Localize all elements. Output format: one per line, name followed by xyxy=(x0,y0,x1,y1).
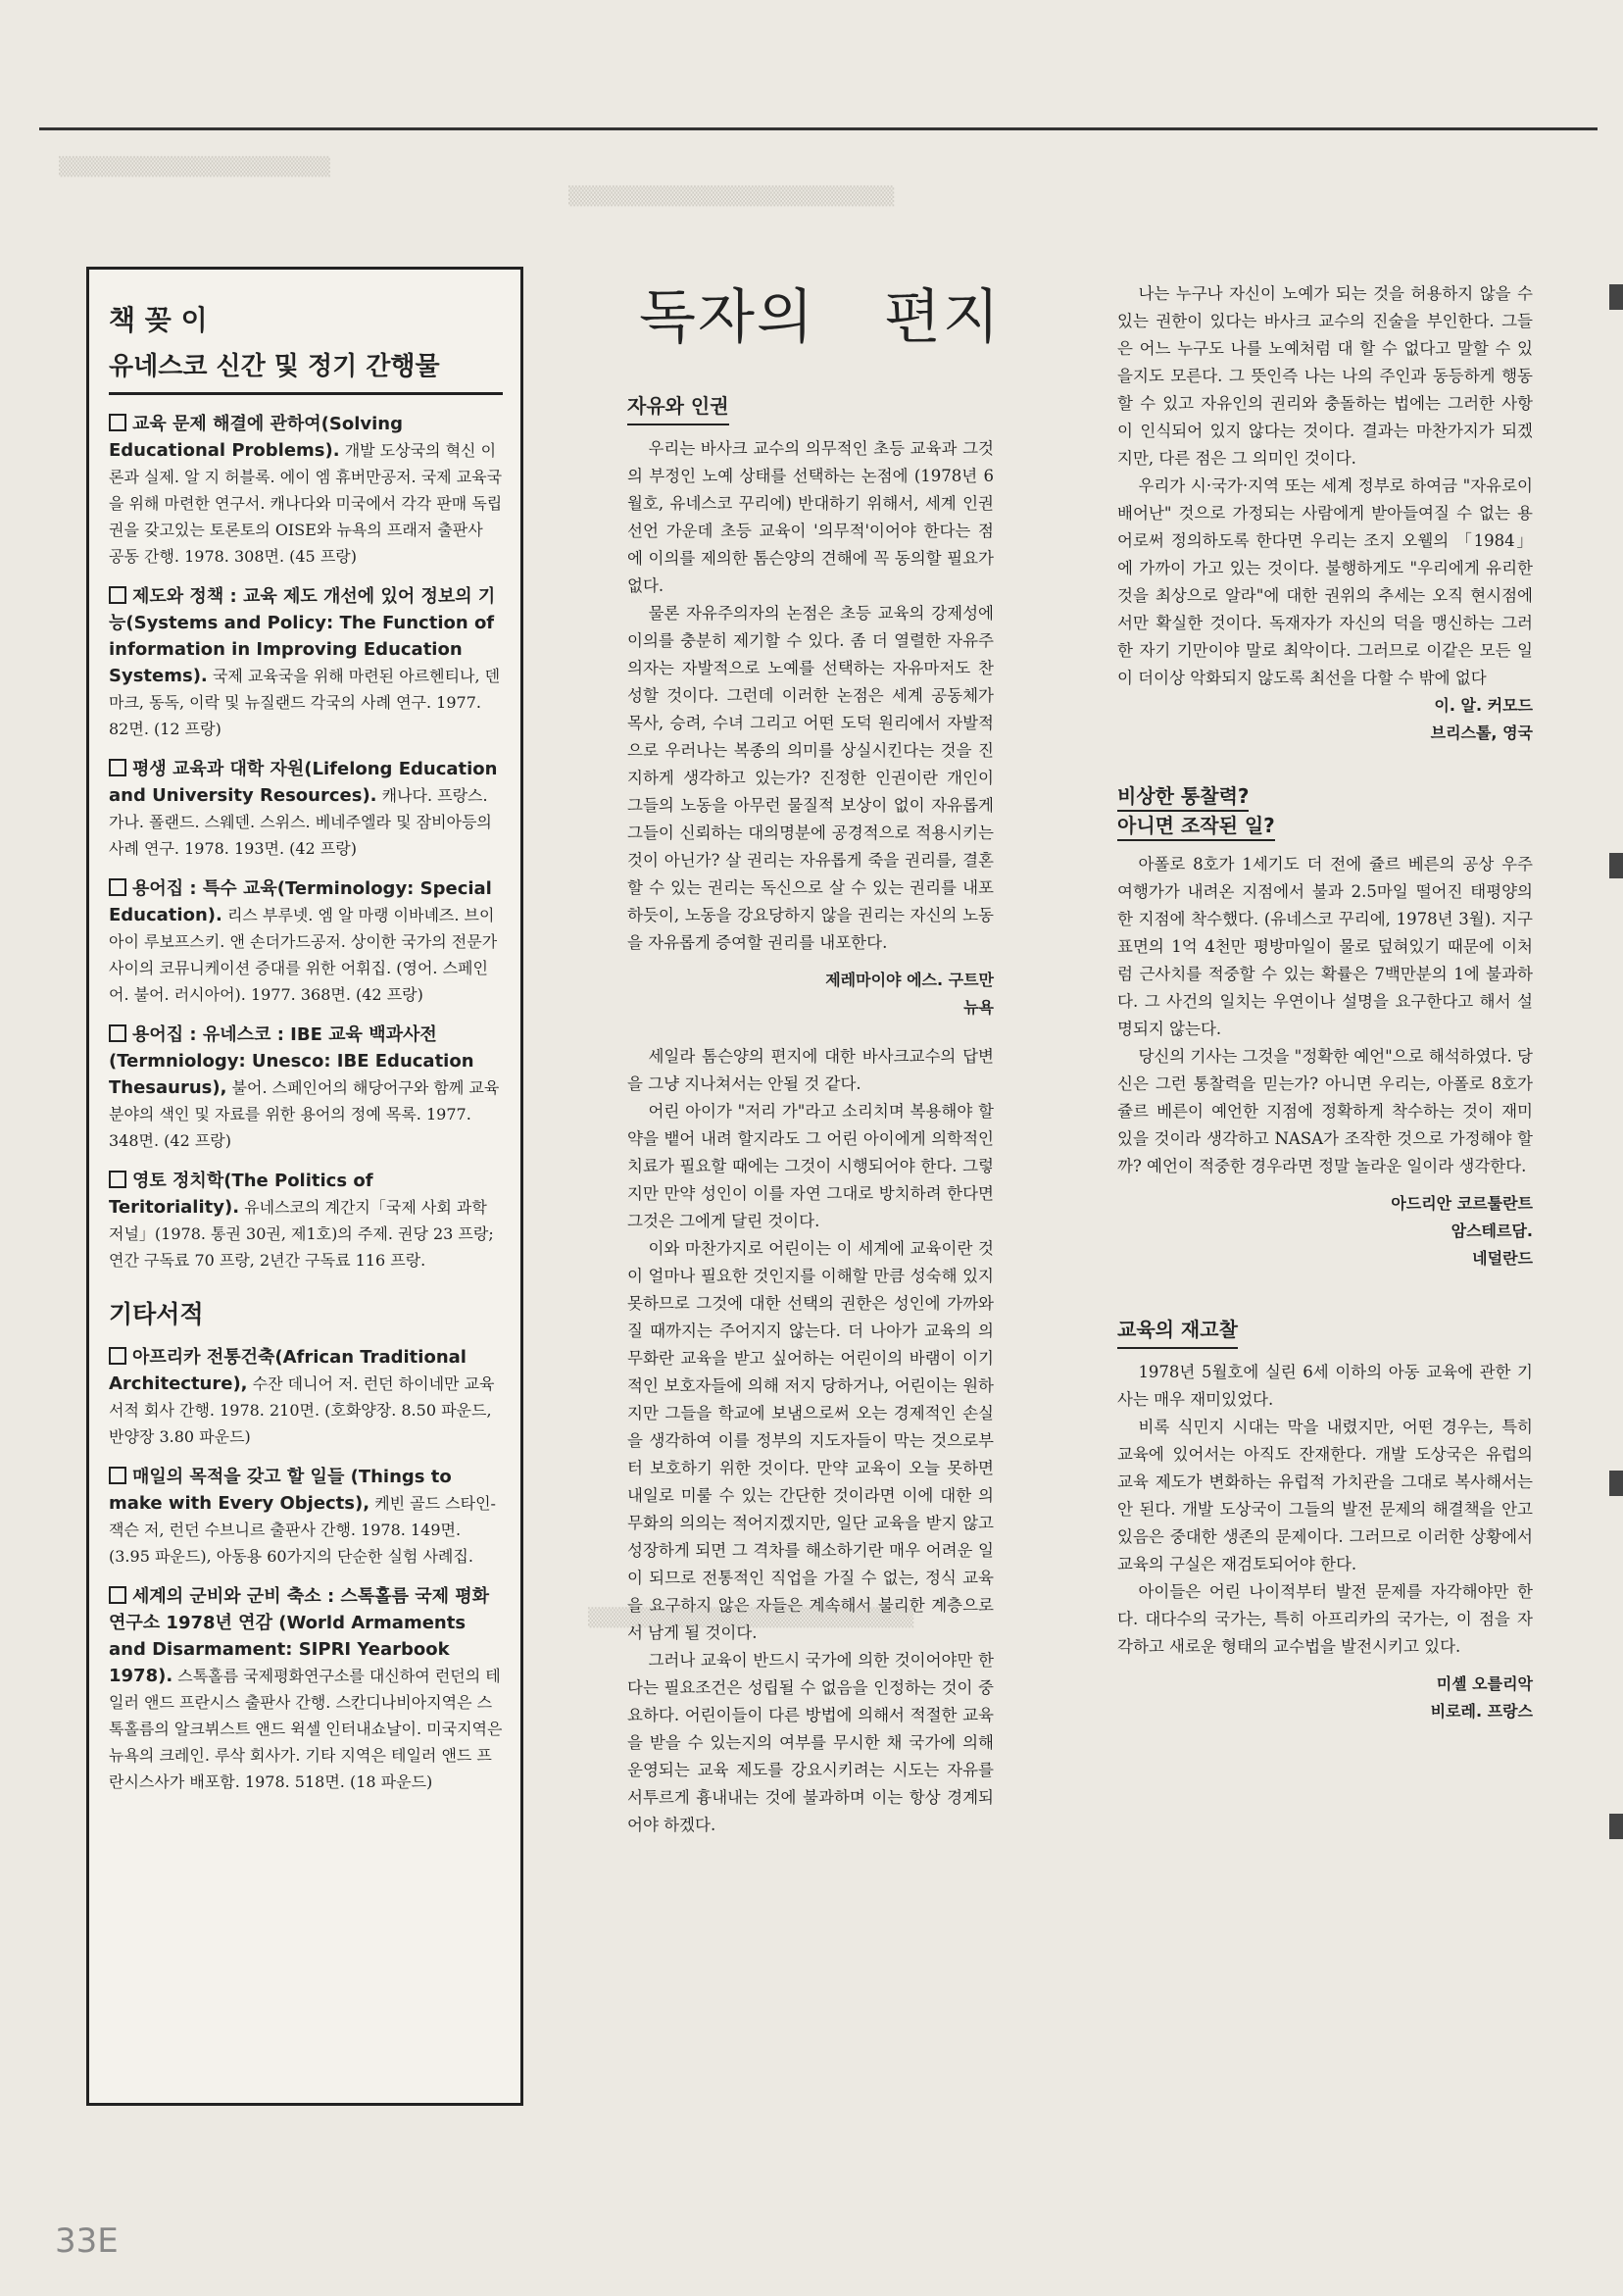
page-title-part: 편지 xyxy=(883,283,1002,352)
page-title-part: 독자의 xyxy=(639,283,815,352)
book-entry xyxy=(109,1022,503,1154)
letter-paragraph: 당신의 기사는 그것을 "정확한 예언"으로 해석하였다. 당신은 그런 통찰력을 믿는가? 아니면 우리는, 아폴로 8호가 쥴르 베른이 예언한 지점에 정확하게 착수하는 것이 재미 있을 것이라 생각하고 NASA가 조작한 것으로 가정해야 할까? 예언이 적중한 경우라면 정말 놀라운 일이라 생각한다. xyxy=(1117,1047,1533,1175)
signature-place: 뉴욕 xyxy=(963,998,994,1017)
book-entry xyxy=(109,1464,503,1570)
letter-signature xyxy=(1117,1190,1533,1273)
letter-paragraph: 1978년 5월호에 실린 6세 이하의 아동 교육에 관한 기사는 매우 재미있었다. xyxy=(1117,1363,1533,1409)
book-title: 제도와 정책 : 교육 제도 개선에 있어 정보의 기능(Systems and Policy: The Function of information in Improving Education Systems). xyxy=(109,586,496,686)
checkbox-square-icon xyxy=(109,1171,126,1188)
book-title: 영토 정치학(The Politics of Teritoriality). xyxy=(109,1171,373,1218)
signature-name: 아드리안 코르툴란트 xyxy=(1391,1194,1533,1213)
letters-column-right xyxy=(1117,280,1533,1725)
letter-paragraph: 이와 마찬가지로 어린이는 이 세계에 교육이란 것이 얼마나 필요한 것인지를 이해할 만큼 성숙해 있지 못하므로 그것에 대한 선택의 권한은 성인에 가까와질 때까지는 주어지지 않는다. 더 나아가 교육의 의무화란 교육을 받고 싶어하는 어린이의 바램이 이기적인 보호자들에 의해 저지 당하거나, 어린이는 원하지만 그들을 학교에 보냄으로써 오는 경제적인 손실을 생각하여 이를 정부의 지도자들이 막는 것으로부터 보호하기 위한 것이다. 만약 교육이 오늘 못하면 내일로 미룰 수 있는 간단한 것이라면 이에 대한 의무화의 의의는 적어지겠지만, 일단 교육을 받지 않고 성장하게 되면 그 격차를 해소하기란 매우 어려운 일이 되므로 전통적인 직업을 가질 수 없는, 정식 교육을 요구하지 않은 자들은 계속해서 불리한 계층으로서 남게 될 것이다. xyxy=(627,1239,994,1642)
book-entry xyxy=(109,1583,503,1795)
letter-paragraph: 세일라 톰슨양의 편지에 대한 바사크교수의 답변을 그냥 지나쳐서는 안될 것 같다. xyxy=(627,1047,994,1093)
checkbox-square-icon xyxy=(109,586,126,604)
letter-heading: 자유와 인권 xyxy=(627,392,729,425)
checkbox-square-icon xyxy=(109,759,126,776)
signature-country: 네덜란드 xyxy=(1472,1249,1533,1268)
signature-place: 브리스톨, 영국 xyxy=(1430,724,1533,742)
book-description: 국제 교육국을 위해 마련된 아르헨티나, 덴마크, 동독, 이락 및 뉴질랜드 각국의 사례 연구. 1977. 82면. (12 프랑) xyxy=(109,667,501,738)
letters-column-middle xyxy=(627,392,994,1839)
letter-paragraph: 비록 식민지 시대는 막을 내렸지만, 어떤 경우는, 특히 교육에 있어서는 아직도 잔재한다. 개발 도상국은 유럽의 교육 제도가 변화하는 유럽적 가치관을 그대로 복사해서는 안 된다. 개발 도상국이 그들의 발전 문제의 해결책을 안고 있음은 중대한 생존의 문제이다. 그러므로 이러한 상황에서 교육의 구실은 재검토되어야 한다. xyxy=(1117,1418,1533,1573)
book-entry xyxy=(109,1168,503,1273)
scan-edge-mark xyxy=(1609,1471,1623,1496)
heading-line: 비상한 통찰력? xyxy=(1117,782,1249,812)
book-title: 세계의 군비와 군비 축소 : 스톡홀름 국제 평화 연구소 1978년 연감 (World Armaments and Disarmament: SIPRI Yearbook 1978). xyxy=(109,1586,490,1686)
book-title: 아프리카 전통건축(African Traditional Architecture), xyxy=(109,1347,467,1394)
bleed-through-text: ▒▒▒▒▒▒▒▒▒▒▒▒▒▒▒▒▒▒▒▒ xyxy=(59,157,330,177)
book-entry xyxy=(109,583,503,742)
checkbox-square-icon xyxy=(109,1347,126,1365)
heading-line: 아니면 조작된 일? xyxy=(1117,812,1275,841)
book-title: 용어집 : 유네스코 : IBE 교육 백과사전 (Termniology: Unesco: IBE Education Thesaurus), xyxy=(109,1024,474,1098)
letter-paragraph: 물론 자유주의자의 논점은 초등 교육의 강제성에 이의를 충분히 제기할 수 있다. 좀 더 열렬한 자유주의자는 자발적으로 노예를 선택하는 자유마저도 찬성할 것이다. 그런데 이러한 논점은 세계 공동체가 목사, 승려, 수녀 그리고 어떤 도덕 원리에서 자발적으로 우러나는 복종의 의미를 상실시킨다는 것을 진지하게 생각하고 있는가? 진정한 인권이란 개인이 그들의 노동을 아무런 물질적 보상이 없이 자유롭게 그들이 신뢰하는 대의명분에 공경적으로 적용시키는 것이 아닌가? 살 권리는 자유롭게 죽을 권리를, 결혼할 수 있는 권리는 독신으로 살 수 있는 권리를 내포하듯이, 노동을 강요당하지 않을 권리는 자신의 노동을 자유롭게 증여할 권리를 내포한다. xyxy=(627,604,994,952)
checkbox-square-icon xyxy=(109,1024,126,1042)
bookshelf-sidebar xyxy=(86,267,523,2106)
bleed-through-text: ▒▒▒▒▒▒▒▒▒▒▒▒▒▒▒▒▒▒▒▒▒▒▒▒ xyxy=(588,1608,914,1628)
sidebar-subheading: 유네스코 신간 및 정기 간행물 xyxy=(109,346,503,395)
bleed-through-text: ▒▒▒▒▒▒▒▒▒▒▒▒▒▒▒▒▒▒▒▒▒▒▒▒ xyxy=(568,186,895,207)
book-title: 평생 교육과 대학 자원(Lifelong Education and University Resources). xyxy=(109,759,498,806)
book-entry xyxy=(109,875,503,1008)
book-entry xyxy=(109,1344,503,1450)
checkbox-square-icon xyxy=(109,1467,126,1484)
signature-name: 제레마이야 에스. 구트만 xyxy=(825,971,994,989)
book-entry xyxy=(109,411,503,570)
letter-signature xyxy=(1117,1671,1533,1725)
signature-name: 이. 알. 커모드 xyxy=(1434,696,1533,715)
book-description: 유네스코의 계간지「국제 사회 과학 저널」(1978. 통권 30권, 제1호)의 주제. 권당 23 프랑; 연간 구독료 70 프랑, 2년간 구독료 116 프랑. xyxy=(109,1198,494,1270)
letter-paragraph: 그러나 교육이 반드시 국가에 의한 것이어야만 한다는 필요조건은 성립될 수 없음을 인정하는 것이 중요하다. 어린이들이 다른 방법에 의해서 적절한 교육을 받을 수 있는지의 여부를 무시한 채 국가에 의해 운영되는 교육 제도를 강요시키려는 시도는 자유를 서투르게 흉내내는 것에 불과하며 이는 항상 경계되어야 하겠다. xyxy=(627,1651,994,1834)
sidebar-heading: 책 꽂 이 xyxy=(109,304,208,336)
signature-name: 미셸 오를리악 xyxy=(1436,1674,1533,1693)
letter-paragraph: 우리가 시·국가·지역 또는 세계 정부로 하여금 "자유로이 배어난" 것으로 가정되는 사람에게 받아들여질 수 없는 용어로써 정의하도록 한다면 우리는 조지 오웰의 「1984」에 가까이 가고 있는 것이다. 불행하게도 "우리에게 유리한 것을 최상으로 알라"에 대한 권위의 추세는 오직 현시점에서만 확실한 것이다. 독재자가 자신의 덕을 맹신하는 그러한 자기 기만이야 말로 최악이다. 그러므로 이같은 모든 일이 더이상 악화되지 않도록 최선을 다할 수 밖에 없다 xyxy=(1117,476,1533,687)
book-title: 용어집 : 특수 교육(Terminology: Special Education). xyxy=(109,878,492,925)
page-number: 33E xyxy=(55,2221,119,2261)
letter-signature xyxy=(627,967,994,1022)
checkbox-square-icon xyxy=(109,878,126,896)
signature-place: 암스테르담. xyxy=(1451,1222,1533,1240)
book-description: 캐나다. 프랑스. 가나. 폴랜드. 스웨덴. 스위스. 베네주엘라 및 잠비아등의 사례 연구. 1978. 193면. (42 프랑) xyxy=(109,786,492,858)
book-description: 스톡홀름 국제평화연구소를 대신하여 런던의 테일러 앤드 프란시스 출판사 간행. 스칸디나비아지역은 스톡홀름의 알크뷔스트 앤드 윅셀 인터내쇼날이. 미국지역은 뉴욕의 크레인. 루삭 회사가. 기타 지역은 테일러 앤드 프란시스사가 배포함. 1978. 518면. (18 파운드) xyxy=(109,1667,503,1791)
letter-paragraph: 아폴로 8호가 1세기도 더 전에 쥴르 베른의 공상 우주 여행가가 내려온 지점에서 불과 2.5마일 떨어진 태평양의 한 지점에 착수했다. (유네스코 꾸리에, 1978년 3월). 지구표면의 1억 4천만 평방마일이 물로 덮혀있기 때문에 이처럼 근사치를 적중할 수 있는 확률은 7백만분의 1에 불과하다. 그 사건의 일치는 우연이나 설명을 요구한다고 해서 설명되지 않는다. xyxy=(1117,855,1533,1038)
book-entry xyxy=(109,756,503,862)
letter-paragraph: 어린 아이가 "저리 가"라고 소리치며 복용해야 할 약을 뱉어 내려 할지라도 그 어린 아이에게 의학적인 치료가 필요할 때에는 그것이 시행되어야 한다. 그렇지만 만약 성인이 이를 자연 그대로 방치하려 한다면 그것은 그에게 달린 것이다. xyxy=(627,1102,994,1230)
scan-edge-mark xyxy=(1609,284,1623,310)
letter-paragraph: 아이들은 어린 나이적부터 발전 문제를 자각해야만 한다. 대다수의 국가는, 특히 아프리카의 국가는, 이 점을 자각하고 새로운 형태의 교수법을 발전시키고 있다. xyxy=(1117,1582,1533,1656)
signature-place: 비로레. 프랑스 xyxy=(1430,1702,1533,1721)
other-books-heading: 기타서적 xyxy=(109,1300,204,1328)
letter-paragraph: 우리는 바사크 교수의 의무적인 초등 교육과 그것의 부정인 노예 상태를 선택하는 논점에 (1978년 6월호, 유네스코 꾸리에) 반대하기 위해서, 세계 인권 선언 가운데 초등 교육이 '의무적'이어야 한다는 점에 이의를 제의한 톰슨양의 견해에 꼭 동의할 필요가 없다. xyxy=(627,439,994,595)
scan-edge-mark xyxy=(1609,1814,1623,1839)
book-description: 수잔 데니어 저. 런던 하이네만 교육 서적 회사 간행. 1978. 210면. (호화양장. 8.50 파운드, 반양장 3.80 파운드) xyxy=(109,1374,495,1446)
letter-heading: 교육의 재고찰 xyxy=(1117,1316,1238,1349)
book-description: 불어. 스페인어의 해당어구와 함께 교육 분야의 색인 및 자료를 위한 용어의 정예 목록. 1977. 348면. (42 프랑) xyxy=(109,1078,500,1150)
book-title: 매일의 목적을 갖고 할 일들 (Things to make with Every Objects), xyxy=(109,1467,452,1514)
top-rule xyxy=(39,127,1598,130)
book-description: 리스 부루넷. 엠 알 마랭 이바녜즈. 브이 아이 루보프스키. 앤 손더가드공저. 상이한 국가의 전문가 사이의 코뮤니케이션 증대를 위한 어휘집. (영어. 스페인어. 불어. 러시아어). 1977. 368면. (42 프랑) xyxy=(109,906,498,1004)
letter-heading xyxy=(1117,782,1533,841)
checkbox-square-icon xyxy=(109,414,126,431)
book-description: 개발 도상국의 혁신 이론과 실제. 알 지 허블록. 에이 엠 휴버만공저. 국제 교육국을 위해 마련한 연구서. 캐나다와 미국에서 각각 판매 독립권을 갖고있는 토론토의 OISE와 뉴욕의 프래저 출판사 공동 간행. 1978. 308면. (45 프랑) xyxy=(109,441,503,566)
checkbox-square-icon xyxy=(109,1586,126,1604)
page-title xyxy=(639,271,1002,355)
letter-paragraph: 나는 누구나 자신이 노예가 되는 것을 허용하지 않을 수 있는 권한이 있다는 바사크 교수의 진술을 부인한다. 그들은 어느 누구도 나를 노예처럼 대 할 수 없다고 말할 수 있을지도 모른다. 그 뜻인즉 나는 나의 주인과 동등하게 행동할 수 있고 자유인의 권리와 충돌하는 법에는 그러한 사항이 인식되어 있지 않다는 것이다. 결과는 마찬가지가 되겠지만, 다른 점은 그 의미인 것이다. xyxy=(1117,284,1533,468)
scan-edge-mark xyxy=(1609,853,1623,878)
book-title: 교육 문제 해결에 관하여(Solving Educational Problems). xyxy=(109,414,404,461)
book-description: 케빈 골드 스타인-잭슨 저, 런던 수브니르 출판사 간행. 1978. 149면. (3.95 파운드), 아동용 60가지의 단순한 실험 사례집. xyxy=(109,1494,496,1566)
letter-signature xyxy=(1117,692,1533,747)
